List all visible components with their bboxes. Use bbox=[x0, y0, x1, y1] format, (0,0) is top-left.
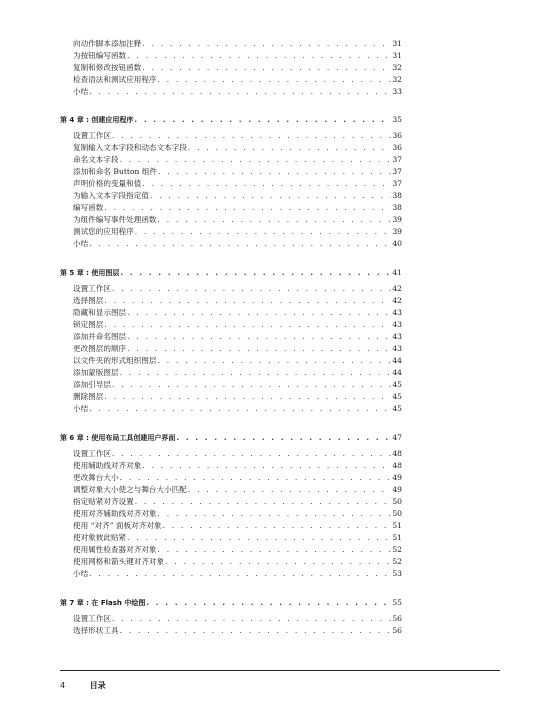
toc-entry[interactable] bbox=[60, 319, 402, 331]
toc-entry-title: 选择图层 bbox=[73, 296, 104, 305]
page-footer bbox=[60, 680, 106, 691]
dot-leader bbox=[120, 154, 391, 166]
toc-entry-page: 39 bbox=[392, 215, 402, 224]
toc-entry-page: 37 bbox=[392, 179, 402, 188]
toc-entry[interactable] bbox=[60, 343, 402, 355]
toc-entry-title: 锁定图层 bbox=[73, 320, 104, 329]
toc-entry[interactable] bbox=[60, 331, 402, 343]
toc-entry[interactable] bbox=[60, 130, 402, 142]
dot-leader bbox=[135, 496, 391, 508]
toc-entry-title: 使用 “对齐” 面板对齐对象 bbox=[73, 521, 162, 530]
toc-entry[interactable] bbox=[60, 283, 402, 295]
dot-leader bbox=[89, 86, 391, 98]
dot-leader bbox=[135, 226, 391, 238]
dot-leader bbox=[112, 283, 391, 295]
dot-leader bbox=[89, 403, 391, 415]
dot-leader bbox=[127, 50, 391, 62]
toc-entry-title: 为组件编写事件处理函数 bbox=[73, 215, 157, 224]
toc-entry-title: 为按钮编写函数 bbox=[73, 51, 127, 60]
toc-entry[interactable] bbox=[60, 238, 402, 250]
toc-entry-title: 设置工作区 bbox=[73, 449, 111, 458]
chapter-heading[interactable] bbox=[60, 114, 402, 126]
chapter-heading-page: 35 bbox=[392, 115, 402, 124]
toc-entry-page: 43 bbox=[392, 332, 402, 341]
toc-entry-title: 小结 bbox=[73, 569, 89, 578]
toc-entry-title: 设置工作区 bbox=[73, 284, 111, 293]
toc-entry-page: 49 bbox=[392, 485, 402, 494]
toc-entry[interactable] bbox=[60, 568, 402, 580]
toc-entry-title: 为输入文本字段指定值 bbox=[73, 191, 149, 200]
toc-entry-title: 以文件夹的形式组织图层 bbox=[73, 356, 157, 365]
toc-entry-page: 45 bbox=[392, 380, 402, 389]
toc-entry[interactable] bbox=[60, 154, 402, 166]
toc-entry-title: 使对象彼此贴紧 bbox=[73, 533, 127, 542]
dot-leader bbox=[188, 484, 391, 496]
toc-entry-page: 50 bbox=[392, 509, 402, 518]
toc-entry-page: 31 bbox=[392, 39, 402, 48]
toc-entry[interactable] bbox=[60, 214, 402, 226]
toc-entry-title: 设置工作区 bbox=[73, 614, 111, 623]
toc-entry-page: 51 bbox=[392, 533, 402, 542]
toc-entry[interactable] bbox=[60, 74, 402, 86]
toc-entry[interactable] bbox=[60, 307, 402, 319]
dot-leader bbox=[120, 367, 391, 379]
toc-entry[interactable] bbox=[60, 50, 402, 62]
dot-leader bbox=[120, 472, 391, 484]
dot-leader bbox=[158, 74, 391, 86]
chapter-heading-title: 第 5 章 : 使用图层 bbox=[60, 269, 120, 277]
dot-leader bbox=[127, 307, 391, 319]
toc-entry-title: 隐藏和显示图层 bbox=[73, 308, 127, 317]
dot-leader bbox=[142, 460, 391, 472]
toc-entry[interactable] bbox=[60, 544, 402, 556]
toc-entry-page: 45 bbox=[392, 404, 402, 413]
dot-leader bbox=[104, 391, 391, 403]
dot-leader bbox=[188, 142, 391, 154]
toc-entry-page: 32 bbox=[392, 75, 402, 84]
toc-entry-page: 52 bbox=[392, 545, 402, 554]
toc-entry-page: 31 bbox=[392, 51, 402, 60]
dot-leader bbox=[142, 62, 391, 74]
toc-entry[interactable] bbox=[60, 484, 402, 496]
dot-leader bbox=[150, 190, 391, 202]
toc-entry[interactable] bbox=[60, 190, 402, 202]
toc-entry-title: 使用网格和箭头键对齐对象 bbox=[73, 557, 165, 566]
toc-entry[interactable] bbox=[60, 625, 402, 637]
dot-leader bbox=[158, 166, 391, 178]
dot-leader bbox=[112, 130, 391, 142]
toc-entry-title: 删除图层 bbox=[73, 392, 104, 401]
dot-leader bbox=[112, 613, 391, 625]
toc-entry-title: 指定贴紧对齐设置 bbox=[73, 497, 134, 506]
chapter-heading-title: 第 4 章 : 创建应用程序 bbox=[60, 116, 134, 124]
toc-entry-title: 设置工作区 bbox=[73, 131, 111, 140]
footer-label: 目录 bbox=[89, 681, 106, 690]
toc-entry-title: 调整对象大小使之与舞台大小匹配 bbox=[73, 485, 187, 494]
toc-entry-title: 添加和命名 Button 组件 bbox=[73, 167, 158, 176]
toc-entry-page: 48 bbox=[392, 449, 402, 458]
toc-entry-page: 37 bbox=[392, 167, 402, 176]
chapter-heading-title: 第 6 章 : 使用布局工具创建用户界面 bbox=[60, 434, 176, 442]
toc-entry[interactable] bbox=[60, 496, 402, 508]
chapter-heading[interactable] bbox=[60, 267, 402, 279]
toc-entry-page: 49 bbox=[392, 473, 402, 482]
toc-entry-page: 48 bbox=[392, 461, 402, 470]
dot-leader bbox=[104, 319, 391, 331]
footer-page-number: 4 bbox=[60, 681, 66, 690]
chapter-heading-page: 55 bbox=[392, 598, 402, 607]
chapter-block bbox=[60, 114, 402, 250]
toc-entry-title: 编写函数 bbox=[73, 203, 104, 212]
toc-entry-page: 33 bbox=[392, 87, 402, 96]
table-of-contents bbox=[60, 38, 402, 637]
dot-leader bbox=[158, 544, 391, 556]
dot-leader bbox=[120, 267, 391, 279]
toc-entry[interactable] bbox=[60, 556, 402, 568]
toc-entry-title: 添加并命名图层 bbox=[73, 332, 127, 341]
dot-leader bbox=[89, 238, 391, 250]
toc-entry[interactable] bbox=[60, 86, 402, 98]
toc-entry[interactable] bbox=[60, 226, 402, 238]
footer-rule bbox=[60, 670, 500, 671]
toc-entry[interactable] bbox=[60, 38, 402, 50]
toc-entry[interactable] bbox=[60, 532, 402, 544]
toc-entry-page: 45 bbox=[392, 392, 402, 401]
toc-entry-page: 44 bbox=[392, 356, 402, 365]
chapter-block bbox=[60, 432, 402, 580]
toc-entry[interactable] bbox=[60, 520, 402, 532]
toc-entry-title: 向动作脚本添加注释 bbox=[73, 39, 142, 48]
toc-entry[interactable] bbox=[60, 379, 402, 391]
toc-entry-title: 声明价格的变量和值 bbox=[73, 179, 142, 188]
toc-entry-page: 32 bbox=[392, 63, 402, 72]
toc-entry-page: 38 bbox=[392, 203, 402, 212]
dot-leader bbox=[127, 343, 391, 355]
dot-leader bbox=[127, 331, 391, 343]
chapter-heading-page: 47 bbox=[392, 433, 402, 442]
toc-entry-page: 51 bbox=[392, 521, 402, 530]
toc-entry-page: 37 bbox=[392, 155, 402, 164]
dot-leader bbox=[142, 178, 391, 190]
toc-entry-title: 测试您的应用程序 bbox=[73, 227, 134, 236]
dot-leader bbox=[146, 597, 391, 609]
toc-entry[interactable] bbox=[60, 355, 402, 367]
toc-entry[interactable] bbox=[60, 448, 402, 460]
toc-entry-title: 命名文本字段 bbox=[73, 155, 119, 164]
dot-leader bbox=[89, 568, 391, 580]
toc-entry[interactable] bbox=[60, 62, 402, 74]
toc-entry-title: 小结 bbox=[73, 404, 89, 413]
toc-entry-page: 44 bbox=[392, 368, 402, 377]
toc-entry[interactable] bbox=[60, 472, 402, 484]
toc-entry-page: 43 bbox=[392, 308, 402, 317]
toc-entry[interactable] bbox=[60, 367, 402, 379]
toc-entry-page: 43 bbox=[392, 320, 402, 329]
intro-section bbox=[60, 38, 402, 98]
toc-entry-page: 42 bbox=[392, 296, 402, 305]
toc-entry-page: 38 bbox=[392, 191, 402, 200]
chapter-heading[interactable] bbox=[60, 432, 402, 444]
toc-entry-page: 53 bbox=[392, 569, 402, 578]
chapter-heading-page: 41 bbox=[392, 268, 402, 277]
toc-entry-title: 检查语法和测试应用程序 bbox=[73, 75, 157, 84]
toc-entry-page: 56 bbox=[392, 626, 402, 635]
toc-entry-page: 50 bbox=[392, 497, 402, 506]
toc-entry-title: 选择形状工具 bbox=[73, 626, 119, 635]
toc-entry-page: 42 bbox=[392, 284, 402, 293]
toc-entry-page: 36 bbox=[392, 131, 402, 140]
toc-entry-title: 使用对齐辅助线对齐对象 bbox=[73, 509, 157, 518]
dot-leader bbox=[104, 202, 391, 214]
dot-leader bbox=[134, 114, 391, 126]
toc-entry[interactable] bbox=[60, 460, 402, 472]
toc-entry-title: 使用属性检查器对齐对象 bbox=[73, 545, 157, 554]
toc-entry-title: 更改图层的顺序 bbox=[73, 344, 127, 353]
toc-entry[interactable] bbox=[60, 613, 402, 625]
dot-leader bbox=[127, 532, 391, 544]
toc-entry-page: 36 bbox=[392, 143, 402, 152]
toc-entry-page: 52 bbox=[392, 557, 402, 566]
toc-entry-page: 43 bbox=[392, 344, 402, 353]
toc-entry-title: 复制和修改按钮函数 bbox=[73, 63, 142, 72]
toc-entry-page: 39 bbox=[392, 227, 402, 236]
toc-entry[interactable] bbox=[60, 142, 402, 154]
dot-leader bbox=[176, 432, 391, 444]
dot-leader bbox=[112, 448, 391, 460]
toc-entry[interactable] bbox=[60, 403, 402, 415]
toc-entry-title: 更改舞台大小 bbox=[73, 473, 119, 482]
toc-entry[interactable] bbox=[60, 295, 402, 307]
toc-entry[interactable] bbox=[60, 166, 402, 178]
dot-leader bbox=[120, 625, 391, 637]
dot-leader bbox=[158, 355, 391, 367]
chapter-heading[interactable] bbox=[60, 597, 402, 609]
toc-entry-page: 56 bbox=[392, 614, 402, 623]
dot-leader bbox=[104, 295, 391, 307]
toc-entry-title: 小结 bbox=[73, 239, 89, 248]
dot-leader bbox=[163, 520, 391, 532]
dot-leader bbox=[142, 38, 391, 50]
chapter-block bbox=[60, 267, 402, 415]
dot-leader bbox=[165, 556, 391, 568]
toc-entry[interactable] bbox=[60, 391, 402, 403]
toc-entry-page: 40 bbox=[392, 239, 402, 248]
dot-leader bbox=[112, 379, 391, 391]
toc-entry[interactable] bbox=[60, 508, 402, 520]
chapters-section bbox=[60, 114, 402, 637]
chapter-heading-title: 第 7 章 : 在 Flash 中绘图 bbox=[60, 599, 146, 607]
toc-entry-title: 添加引导层 bbox=[73, 380, 111, 389]
toc-entry-title: 使用辅助线对齐对象 bbox=[73, 461, 142, 470]
dot-leader bbox=[158, 214, 391, 226]
dot-leader bbox=[158, 508, 391, 520]
chapter-block bbox=[60, 597, 402, 637]
toc-entry-title: 添加蒙版图层 bbox=[73, 368, 119, 377]
toc-entry-title: 复制输入文本字段和动态文本字段 bbox=[73, 143, 187, 152]
toc-entry-title: 小结 bbox=[73, 87, 89, 96]
toc-entry[interactable] bbox=[60, 178, 402, 190]
toc-entry[interactable] bbox=[60, 202, 402, 214]
